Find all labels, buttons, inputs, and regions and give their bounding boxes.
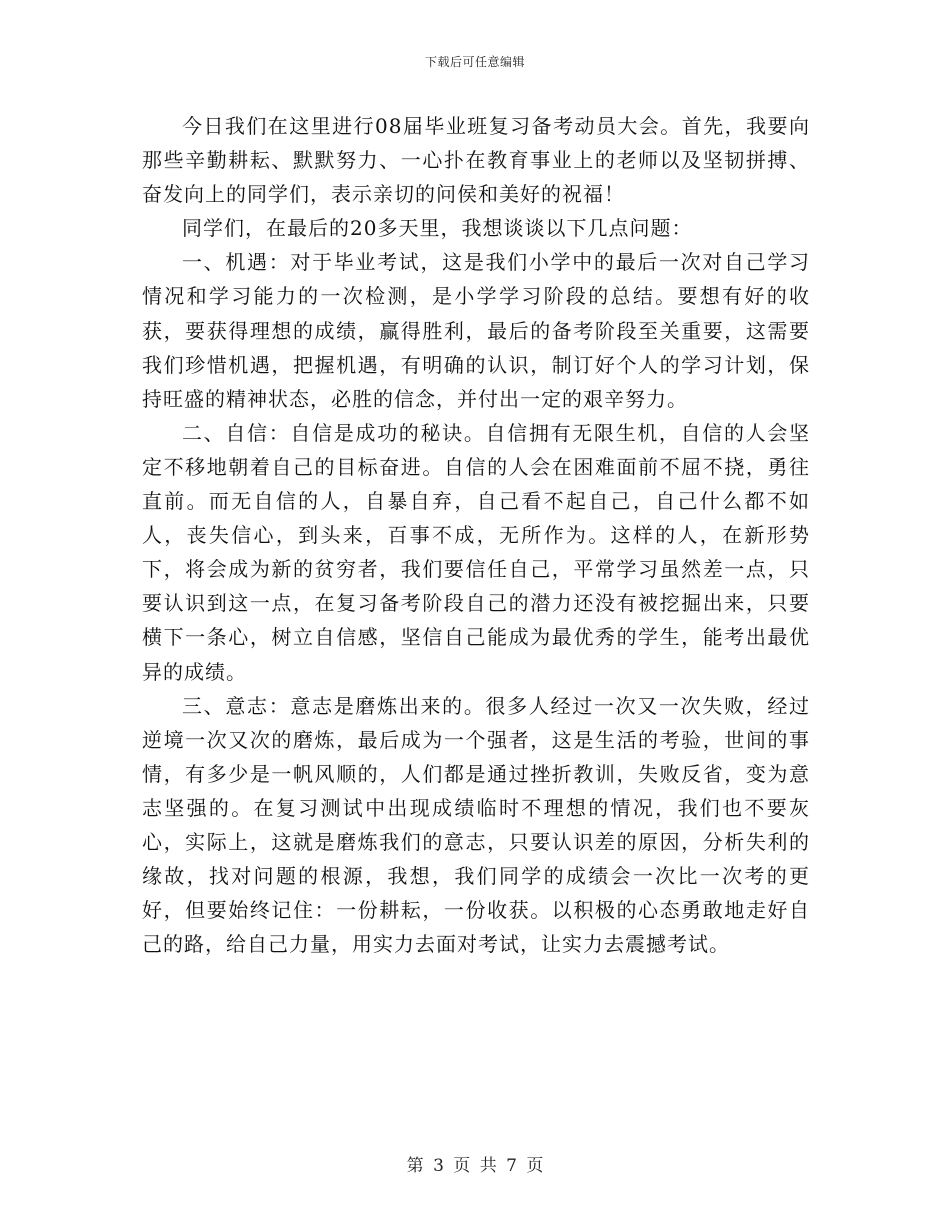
paragraph-opening: 今日我们在这里进行08届毕业班复习备考动员大会。首先，我要向那些辛勤耕耘、默默努力、一心扑在教育事业上的老师以及坚韧拼搏、奋发向上的同学们，表示亲切的问侯和美好的祝福！ <box>142 114 810 207</box>
paragraph-willpower: 三、意志：意志是磨炼出来的。很多人经过一次又一次失败，经过逆境一次又次的磨炼，最后成为一个强者，这是生活的考验，世间的事情，有多少是一帆风顺的，人们都是通过挫折教训，失败反省，变为意志坚强的。在复习测试中出现成绩临时不理想的情况，我们也不要灰心，实际上，这就是磨炼我们的意志，只要认识差的原因，分析失利的缘故，找对问题的根源，我想，我们同学的成绩会一次比一次考的更好，但要始终记住：一份耕耘，一份收获。以积极的心态勇敢地走好自己的路，给自己力量，用实力去面对考试，让实力去震撼考试。 <box>142 693 810 957</box>
paragraph-confidence: 二、自信：自信是成功的秘诀。自信拥有无限生机，自信的人会坚定不移地朝着自己的目标奋进。自信的人会在困难面前不屈不挠，勇往直前。而无自信的人，自暴自弃，自己看不起自己，自己什么都不如人，丧失信心，到头来，百事不成，无所作为。这样的人，在新形势下，将会成为新的贫穷者，我们要信任自己，平常学习虽然差一点，只要认识到这一点，在复习备考阶段自己的潜力还没有被挖掘出来，只要横下一条心，树立自信感，坚信自己能成为最优秀的学生，能考出最优异的成绩。 <box>142 420 810 684</box>
paragraph-opportunity: 一、机遇：对于毕业考试，这是我们小学中的最后一次对自己学习情况和学习能力的一次检测，是小学学习阶段的总结。要想有好的收获，要获得理想的成绩，赢得胜利，最后的备考阶段至关重要，这需要我们珍惜机遇，把握机遇，有明确的认识，制订好个人的学习计划，保持旺盛的精神状态，必胜的信念，并付出一定的艰辛努力。 <box>142 250 810 411</box>
paragraph-intro: 同学们，在最后的20多天里，我想谈谈以下几点问题： <box>182 216 693 241</box>
page-number: 第 3 页 共 7 页 <box>406 1156 544 1176</box>
header-note: 下载后可任意编辑 <box>424 55 525 69</box>
document-body <box>142 109 810 961</box>
